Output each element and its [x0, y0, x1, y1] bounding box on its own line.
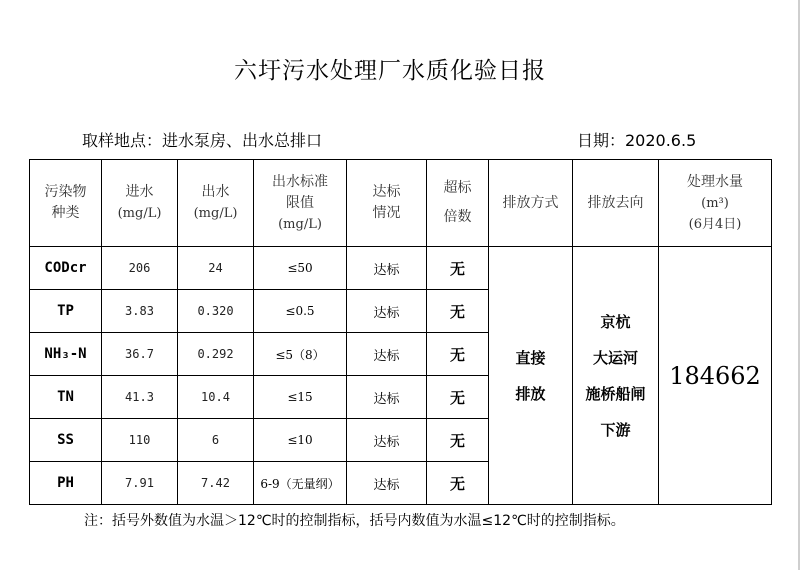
exceed-value: 无: [427, 333, 489, 376]
header-exceed: 超标 倍数: [427, 160, 489, 247]
status-value: 达标: [347, 376, 427, 419]
outflow-value: 0.320: [178, 290, 254, 333]
inflow-value: 36.7: [102, 333, 178, 376]
footnote: 注：括号外数值为水温＞12℃时的控制指标，括号内数值为水温≤12℃时的控制指标。: [84, 513, 625, 529]
page-title: 六圩污水处理厂水质化验日报: [234, 58, 546, 84]
header-discharge-method: 排放方式: [489, 160, 573, 247]
inflow-value: 206: [102, 247, 178, 290]
header-pollutant: 污染物 种类: [30, 160, 102, 247]
discharge-method-cell: 直接 排放: [489, 247, 573, 505]
pollutant-name: TP: [30, 290, 102, 333]
limit-value: ≤0.5: [254, 290, 347, 333]
water-quality-table: [29, 159, 772, 505]
table-row: [30, 247, 772, 290]
exceed-value: 无: [427, 419, 489, 462]
inflow-value: 7.91: [102, 462, 178, 505]
exceed-value: 无: [427, 290, 489, 333]
header-limit: 出水标准 限值 (mg/L): [254, 160, 347, 247]
limit-value: ≤15: [254, 376, 347, 419]
header-status: 达标 情况: [347, 160, 427, 247]
header-volume: 处理水量 (m³) (6月4日): [659, 160, 772, 247]
inflow-value: 110: [102, 419, 178, 462]
pollutant-name: CODcr: [30, 247, 102, 290]
header-discharge-dest: 排放去向: [573, 160, 659, 247]
status-value: 达标: [347, 419, 427, 462]
outflow-value: 0.292: [178, 333, 254, 376]
status-value: 达标: [347, 290, 427, 333]
limit-value: 6-9（无量纲）: [254, 462, 347, 505]
exceed-value: 无: [427, 462, 489, 505]
pollutant-name: PH: [30, 462, 102, 505]
status-value: 达标: [347, 333, 427, 376]
outflow-value: 24: [178, 247, 254, 290]
report-date: 日期：2020.6.5: [577, 131, 697, 150]
outflow-value: 7.42: [178, 462, 254, 505]
pollutant-name: TN: [30, 376, 102, 419]
header-inflow: 进水 (mg/L): [102, 160, 178, 247]
discharge-dest-cell: 京杭 大运河 施桥船闸 下游: [573, 247, 659, 505]
header-outflow: 出水 (mg/L): [178, 160, 254, 247]
inflow-value: 41.3: [102, 376, 178, 419]
outflow-value: 6: [178, 419, 254, 462]
outflow-value: 10.4: [178, 376, 254, 419]
status-value: 达标: [347, 247, 427, 290]
limit-value: ≤50: [254, 247, 347, 290]
pollutant-name: SS: [30, 419, 102, 462]
sample-location: 取样地点：进水泵房、出水总排口: [82, 131, 323, 150]
limit-value: ≤10: [254, 419, 347, 462]
volume-cell: 184662: [659, 247, 772, 505]
exceed-value: 无: [427, 376, 489, 419]
pollutant-name: NH₃-N: [30, 333, 102, 376]
header-row: [30, 160, 772, 247]
status-value: 达标: [347, 462, 427, 505]
exceed-value: 无: [427, 247, 489, 290]
limit-value: ≤5（8）: [254, 333, 347, 376]
inflow-value: 3.83: [102, 290, 178, 333]
